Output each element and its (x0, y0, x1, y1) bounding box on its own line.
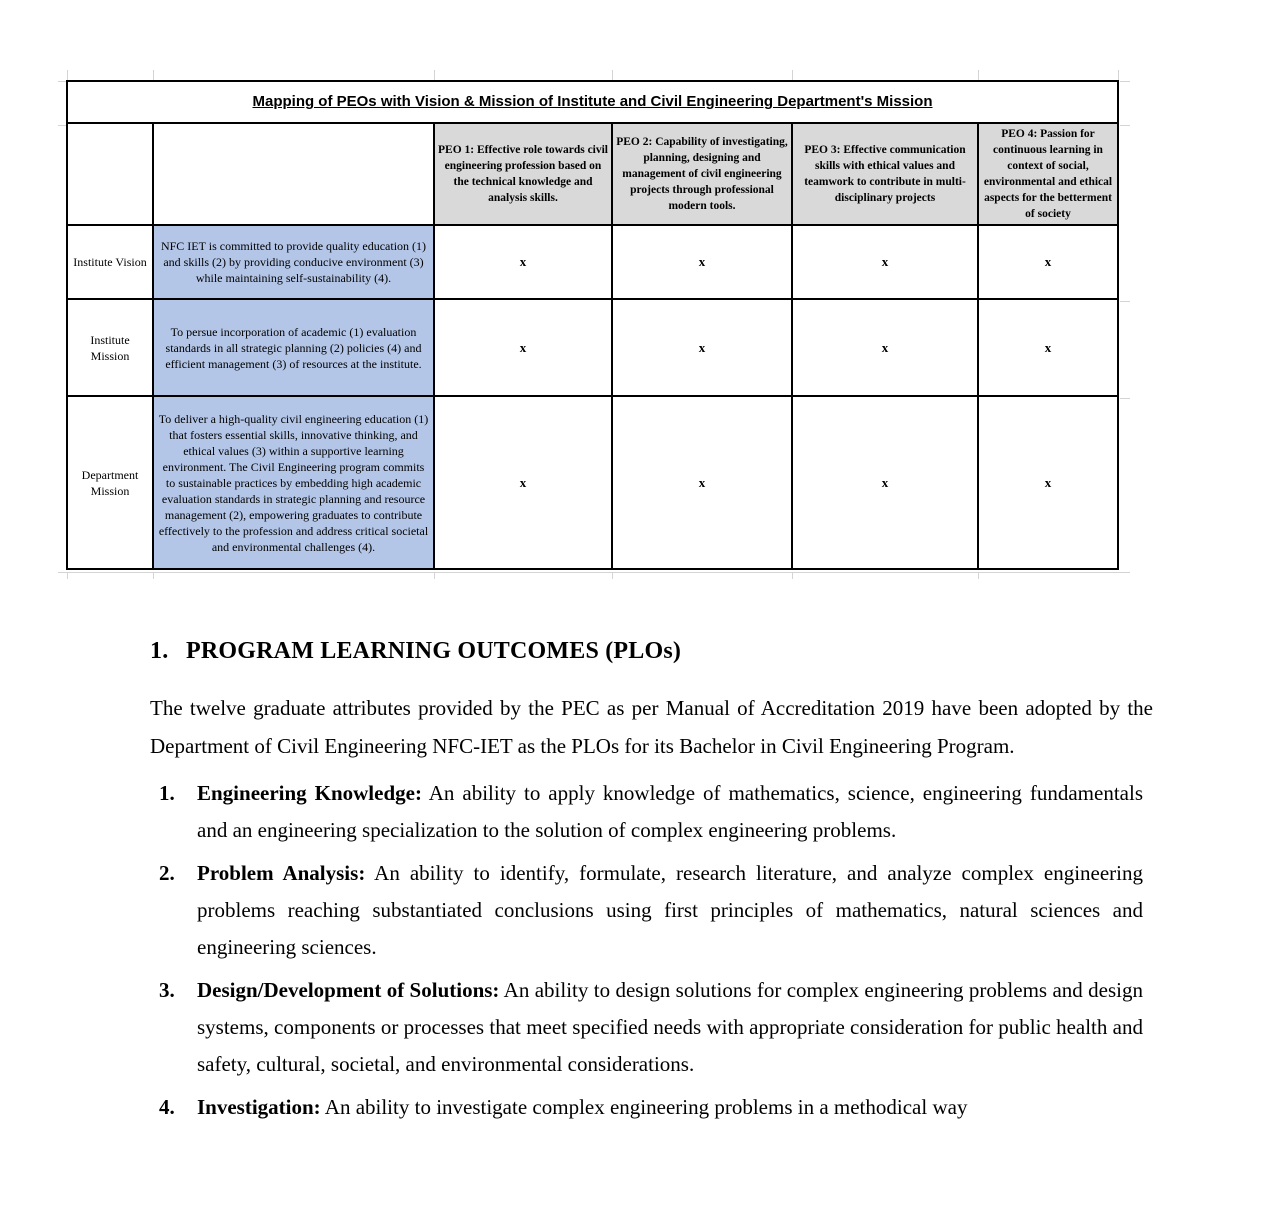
gridline (153, 70, 154, 80)
plo-term: Investigation: (197, 1095, 321, 1119)
mapping-mark: x (612, 299, 792, 396)
plo-term: Engineering Knowledge: (197, 781, 422, 805)
plo-description: An ability to apply knowledge of mathematics, science, engineering fundamentals and an engineering specialization to the solution of complex engineering problems. (197, 781, 1143, 842)
row-label-institute-mission: Institute Mission (67, 299, 153, 396)
mapping-mark: x (792, 225, 978, 299)
gridline (434, 573, 435, 579)
mapping-mark: x (612, 225, 792, 299)
gridline (1120, 125, 1130, 126)
gridline (792, 573, 793, 579)
table-row (67, 299, 1118, 396)
peo-2-header: PEO 2: Capability of investigating, planning, designing and management of civil engineering projects through professional modern tools. (612, 123, 792, 225)
plo-number: 3. (159, 978, 175, 1002)
peo-3-header: PEO 3: Effective communication skills with ethical values and teamwork to contribute in multi-disciplinary projects (792, 123, 978, 225)
mapping-mark: x (434, 299, 612, 396)
peo-mapping-table (66, 80, 1119, 570)
gridline (978, 573, 979, 579)
gridline (612, 70, 613, 80)
gridline (58, 81, 66, 82)
gridline (612, 573, 613, 579)
plo-term: Problem Analysis: (197, 861, 366, 885)
table-title: Mapping of PEOs with Vision & Mission of Institute and Civil Engineering Department's Mission (67, 81, 1118, 123)
mapping-mark: x (792, 396, 978, 569)
gridline (1120, 398, 1130, 399)
plo-list (150, 775, 1153, 1126)
gridline (58, 572, 1130, 573)
plo-number: 2. (159, 861, 175, 885)
department-mission-statement: To deliver a high-quality civil engineering education (1) that fosters essential skills, innovative thinking, and ethical values (3) within a supportive learning environment. The Civil Engineering program commits to sustainable practices by embedding high academic evaluation standards in strategic planning and resource management (2), empowering graduates to contribute effectively to the profession and address critical societal and environmental challenges (4). (153, 396, 434, 569)
peo-header-row (67, 123, 1118, 225)
mapping-mark: x (434, 396, 612, 569)
plo-number: 4. (159, 1095, 175, 1119)
mapping-mark: x (434, 225, 612, 299)
plo-item (150, 1089, 1143, 1126)
plo-term: Design/Development of Solutions: (197, 978, 500, 1002)
gridline (67, 573, 68, 579)
peo-4-header: PEO 4: Passion for continuous learning in context of social, environmental and ethical aspects for the betterment of society (978, 123, 1118, 225)
gridline (978, 70, 979, 80)
section-number: 1. (150, 638, 169, 664)
row-label-department-mission: Department Mission (67, 396, 153, 569)
mapping-mark: x (612, 396, 792, 569)
mapping-mark: x (978, 225, 1118, 299)
institute-mission-statement: To persue incorporation of academic (1) evaluation standards in all strategic planning (2) policies (4) and efficient management (3) of resources at the institute. (153, 299, 434, 396)
mapping-mark: x (978, 396, 1118, 569)
plo-number: 1. (159, 781, 175, 805)
plo-description: An ability to design solutions for complex engineering problems and design systems, components or processes that meet specified needs with appropriate consideration for public health and safety, cultural, societal, and environmental considerations. (197, 978, 1143, 1076)
gridline (67, 70, 68, 80)
mapping-mark: x (792, 299, 978, 396)
gridline (58, 125, 66, 126)
intro-paragraph: The twelve graduate attributes provided by the PEC as per Manual of Accreditation 2019 have been adopted by the Department of Civil Engineering NFC-IET as the PLOs for its Bachelor in Civil Engineering Program. (150, 696, 1153, 758)
plo-item (150, 972, 1143, 1083)
table-title-row (67, 81, 1118, 123)
gridline (1118, 70, 1119, 80)
section-title: PROGRAM LEARNING OUTCOMES (PLOs) (186, 638, 682, 664)
plo-item (150, 855, 1143, 966)
institute-vision-statement: NFC IET is committed to provide quality education (1) and skills (2) by providing conducive environment (3) while maintaining self-sustainability (4). (153, 225, 434, 299)
gridline (434, 70, 435, 80)
empty-header-cell (153, 123, 434, 225)
empty-header-cell (67, 123, 153, 225)
plo-item (150, 775, 1143, 849)
peo-1-header: PEO 1: Effective role towards civil engineering profession based on the technical knowledge and analysis skills. (434, 123, 612, 225)
section-heading (150, 630, 1153, 672)
table-row (67, 396, 1118, 569)
plo-description: An ability to investigate complex engineering problems in a methodical way (320, 1095, 968, 1119)
row-label-institute-vision: Institute Vision (67, 225, 153, 299)
gridline (1120, 81, 1130, 82)
mapping-mark: x (978, 299, 1118, 396)
gridline (153, 573, 154, 579)
gridline (792, 70, 793, 80)
table-row (67, 225, 1118, 299)
gridline (1120, 301, 1130, 302)
plo-description: An ability to identify, formulate, research literature, and analyze complex engineering problems reaching substantiated conclusions using first principles of mathematics, natural sciences and engineering sciences. (197, 861, 1143, 959)
plo-section (150, 630, 1153, 1132)
